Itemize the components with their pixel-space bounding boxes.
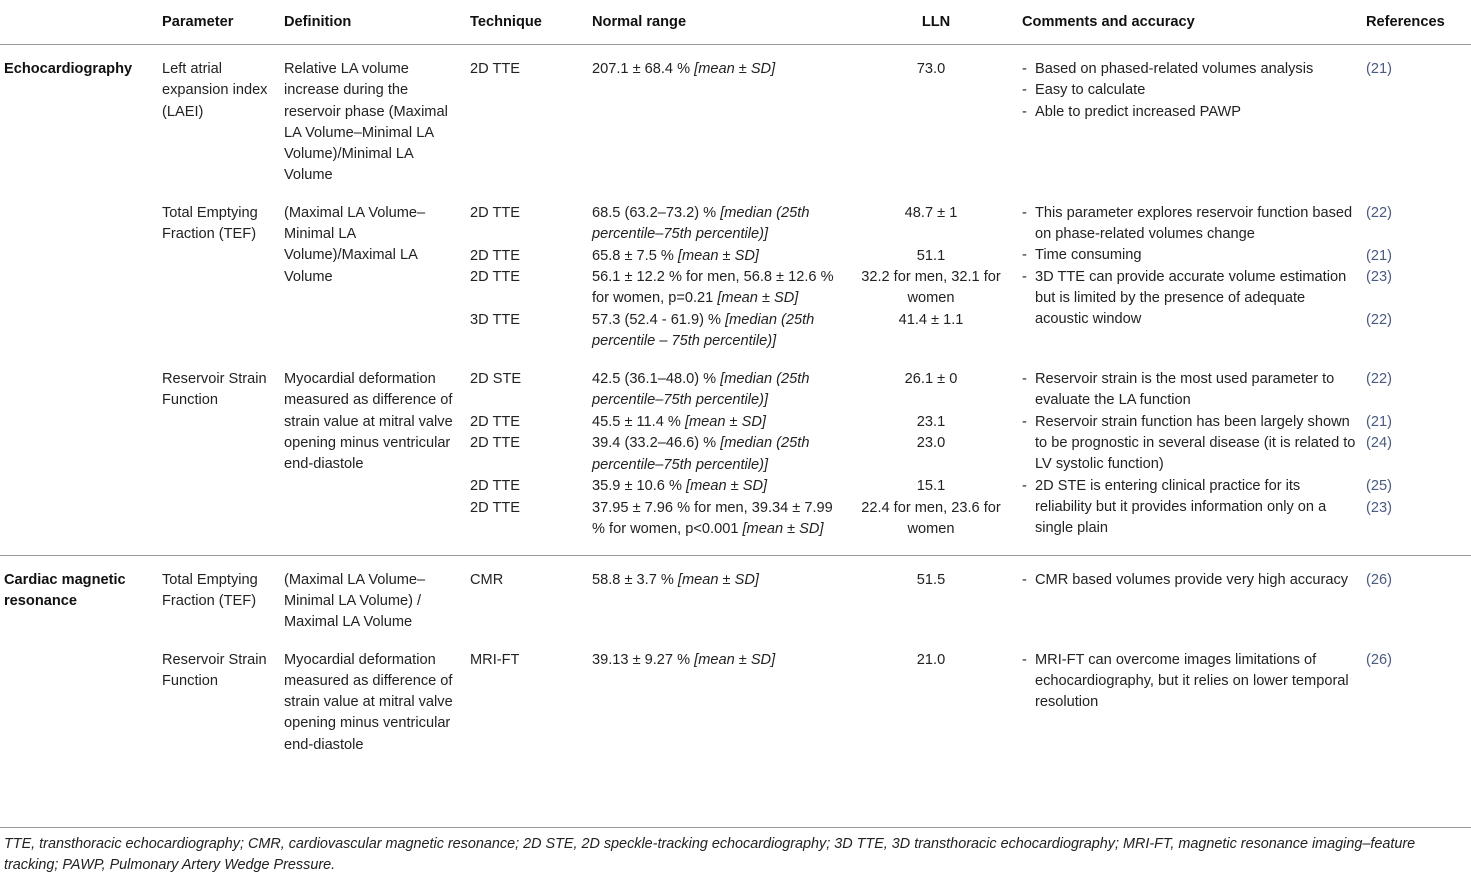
range-value: 35.9 ± 10.6 % xyxy=(592,478,682,495)
lln-value: 23.0 xyxy=(916,435,946,452)
header-definition: Definition xyxy=(284,0,470,45)
lln-value: 22.4 for men, 23.6 for women xyxy=(861,499,1001,537)
comment-item: - 2D STE is entering clinical practice for its reliability but it provides information only on a single plain xyxy=(1022,476,1356,540)
parameter-name: Reservoir Strain Function xyxy=(162,651,267,689)
reference-cell xyxy=(1366,45,1471,195)
technique-cell xyxy=(470,555,592,641)
parameter-definition: Myocardial deformation measured as difference of strain value at mitral valve opening minus ventricular end-diastole xyxy=(284,371,453,473)
comment-item: - 3D TTE can provide accurate volume estimation but is limited by the presence of adequate acoustic window xyxy=(1022,267,1356,331)
technique-cell xyxy=(470,361,592,555)
parameter-definition: (Maximal LA Volume–Minimal LA Volume) / Maximal LA Volume xyxy=(284,555,470,641)
comments-cell xyxy=(1022,195,1366,361)
section-label xyxy=(0,195,162,361)
normal-range-cell xyxy=(592,555,850,641)
lln-cell xyxy=(850,361,1022,555)
comments-cell xyxy=(1022,45,1366,195)
range-value: 58.8 ± 3.7 % xyxy=(592,571,674,588)
range-note: [mean ± SD] xyxy=(742,520,824,537)
table-row xyxy=(0,361,1471,555)
reference-cell xyxy=(1366,361,1471,555)
normal-range-value xyxy=(592,570,842,591)
comment-item: - Able to predict increased PAWP xyxy=(1022,102,1356,123)
reference-link[interactable]: (21) xyxy=(1366,414,1392,431)
normal-range-value xyxy=(592,246,842,267)
technique-value: 2D TTE xyxy=(470,414,521,431)
lln-value: 51.1 xyxy=(916,247,946,264)
parameter-name: Reservoir Strain Function xyxy=(162,371,267,409)
lln-value: 41.4 ± 1.1 xyxy=(898,312,964,329)
technique-cell xyxy=(470,195,592,361)
parameter-name: Total Emptying Fraction (TEF) xyxy=(162,204,258,243)
range-note: [median (25th percentile–75th percentile)] xyxy=(592,435,810,473)
bottom-rule xyxy=(0,827,1471,828)
comments-cell xyxy=(1022,555,1366,641)
lln-value: 32.2 for men, 32.1 for women xyxy=(861,269,1001,307)
range-value: 57.3 (52.4 - 61.9) % xyxy=(592,312,721,329)
technique-value: 2D TTE xyxy=(470,61,521,77)
table-footnote: TTE, transthoracic echocardiography; CMR, cardiovascular magnetic resonance; 2D STE, 2D speckle-tracking echocardiography; 3D TTE, 3D transthoracic echocardiography; MRI-FT, magnetic resonance imaging–feature tracking; PAWP, Pulmonary Artery Wedge Pressure. xyxy=(4,836,1416,873)
parameter-definition: (Maximal LA Volume–Minimal LA Volume)/Maximal LA Volume xyxy=(284,204,426,285)
lln-value: 51.5 xyxy=(916,571,946,588)
technique-value: 2D TTE xyxy=(470,478,521,495)
reference-link[interactable]: (22) xyxy=(1366,204,1392,221)
comment-item: - Easy to calculate xyxy=(1022,80,1356,101)
header-technique: Technique xyxy=(470,0,592,45)
reference-link[interactable]: (23) xyxy=(1366,269,1392,286)
reference-link[interactable]: (22) xyxy=(1366,312,1392,329)
range-note: [mean ± SD] xyxy=(694,61,776,77)
lln-value: 15.1 xyxy=(916,478,946,495)
reference-link[interactable]: (24) xyxy=(1366,435,1392,452)
range-value: 37.95 ± 7.96 % for men, 39.34 ± 7.99 % for women, p<0.001 xyxy=(592,499,833,537)
comments-cell xyxy=(1022,361,1366,555)
comments-list xyxy=(1022,203,1356,331)
comment-item: - MRI-FT can overcome images limitations of echocardiography, but it relies on lower temporal resolution xyxy=(1022,650,1356,714)
range-note: [mean ± SD] xyxy=(677,247,759,264)
reference-link[interactable]: (25) xyxy=(1366,478,1392,495)
normal-range-value xyxy=(592,433,842,476)
range-value: 39.13 ± 9.27 % xyxy=(592,651,691,668)
lln-cell xyxy=(850,642,1022,770)
section-label: Echocardiography xyxy=(4,61,133,77)
technique-value: 2D TTE xyxy=(470,204,521,221)
range-value: 68.5 (63.2–73.2) % xyxy=(592,204,717,221)
comment-item: - Reservoir strain function has been largely shown to be prognostic in several disease (it is related to LV systolic function) xyxy=(1022,412,1356,476)
lln-cell xyxy=(850,195,1022,361)
header-normal-range: Normal range xyxy=(592,0,850,45)
section-label: Cardiac magnetic resonance xyxy=(0,555,162,641)
lln-cell xyxy=(850,45,1022,195)
parameter-name: Left atrial expansion index (LAEI) xyxy=(162,61,268,120)
table-row xyxy=(0,555,1471,641)
reference-link[interactable]: (23) xyxy=(1366,499,1392,516)
comment-item: - Based on phased-related volumes analysis xyxy=(1022,59,1356,80)
technique-value: 3D TTE xyxy=(470,312,521,329)
reference-cell xyxy=(1366,642,1471,770)
comments-list xyxy=(1022,369,1356,539)
parameter-name: Total Emptying Fraction (TEF) xyxy=(162,555,284,641)
normal-range-cell xyxy=(592,195,850,361)
technique-value: 2D TTE xyxy=(470,499,521,516)
range-note: [mean ± SD] xyxy=(686,478,768,495)
technique-value: 2D TTE xyxy=(470,247,521,264)
comment-item: - CMR based volumes provide very high accuracy xyxy=(1022,570,1356,591)
normal-range-value xyxy=(592,476,842,497)
section-label xyxy=(0,361,162,555)
comments-list xyxy=(1022,59,1356,123)
normal-range-value xyxy=(592,203,842,246)
normal-range-value xyxy=(592,412,842,433)
normal-range-value xyxy=(592,310,842,353)
reference-link[interactable]: (21) xyxy=(1366,247,1392,264)
table-row xyxy=(0,45,1471,195)
comment-item: - Time consuming xyxy=(1022,245,1356,266)
range-note: [mean ± SD] xyxy=(694,651,776,668)
lln-value: 21.0 xyxy=(916,651,946,668)
range-note: [median (25th percentile–75th percentile)] xyxy=(592,204,810,243)
technique-cell xyxy=(470,45,592,195)
header-comments: Comments and accuracy xyxy=(1022,0,1366,45)
normal-range-value xyxy=(592,650,842,671)
range-note: [median (25th percentile–75th percentile)] xyxy=(592,371,810,409)
comments-cell xyxy=(1022,642,1366,770)
range-value: 56.1 ± 12.2 % for men, 56.8 ± 12.6 % for women, p=0.21 xyxy=(592,269,834,307)
range-value: 42.5 (36.1–48.0) % xyxy=(592,371,717,388)
lln-cell xyxy=(850,555,1022,641)
comment-item: - This parameter explores reservoir function based on phase-related volumes change xyxy=(1022,203,1356,246)
header-references: References xyxy=(1366,0,1471,45)
reference-cell xyxy=(1366,555,1471,641)
header-parameter: Parameter xyxy=(162,0,284,45)
normal-range-value xyxy=(592,369,842,412)
range-value: 45.5 ± 11.4 % xyxy=(592,414,681,431)
reference-cell xyxy=(1366,195,1471,361)
normal-range-value xyxy=(592,59,842,80)
technique-value: 2D TTE xyxy=(470,269,521,286)
range-note: [mean ± SD] xyxy=(677,571,759,588)
table-body xyxy=(0,45,1471,771)
range-value: 65.8 ± 7.5 % xyxy=(592,247,674,264)
reference-link[interactable]: (21) xyxy=(1366,61,1392,77)
parameter-definition: Relative LA volume increase during the reservoir phase (Maximal LA Volume–Minimal LA Volume)/Minimal LA Volume xyxy=(284,61,448,184)
header-row xyxy=(0,0,1471,45)
normal-range-cell xyxy=(592,45,850,195)
lln-value: 26.1 ± 0 xyxy=(904,371,958,388)
technique-value: 2D STE xyxy=(470,371,522,388)
lln-value: 48.7 ± 1 xyxy=(904,204,958,221)
range-value: 39.4 (33.2–46.6) % xyxy=(592,435,717,452)
reference-link[interactable]: (26) xyxy=(1366,571,1392,588)
lln-value: 23.1 xyxy=(916,414,946,431)
technique-value: 2D TTE xyxy=(470,435,521,452)
normal-range-cell xyxy=(592,361,850,555)
normal-range-value xyxy=(592,267,842,310)
comments-list xyxy=(1022,650,1356,714)
lln-value: 73.0 xyxy=(916,61,946,77)
header-section xyxy=(0,0,162,45)
range-value: 207.1 ± 68.4 % xyxy=(592,61,691,77)
table-row xyxy=(0,642,1471,770)
technique-value: CMR xyxy=(470,571,504,588)
reference-link[interactable]: (26) xyxy=(1366,651,1392,668)
range-note: [median (25th percentile – 75th percentile)] xyxy=(592,312,815,350)
table-row xyxy=(0,195,1471,361)
parameter-definition: Myocardial deformation measured as difference of strain value at mitral valve opening minus ventricular end-diastole xyxy=(284,651,453,753)
normal-range-value xyxy=(592,498,842,541)
reference-link[interactable]: (22) xyxy=(1366,371,1392,388)
header-lln: LLN xyxy=(850,0,1022,45)
technique-cell xyxy=(470,642,592,770)
range-note: [mean ± SD] xyxy=(684,414,766,431)
technique-value: MRI-FT xyxy=(470,651,520,668)
comments-list xyxy=(1022,570,1356,591)
range-note: [mean ± SD] xyxy=(717,290,799,307)
normal-range-cell xyxy=(592,642,850,770)
comment-item: - Reservoir strain is the most used parameter to evaluate the LA function xyxy=(1022,369,1356,412)
section-label xyxy=(0,642,162,770)
